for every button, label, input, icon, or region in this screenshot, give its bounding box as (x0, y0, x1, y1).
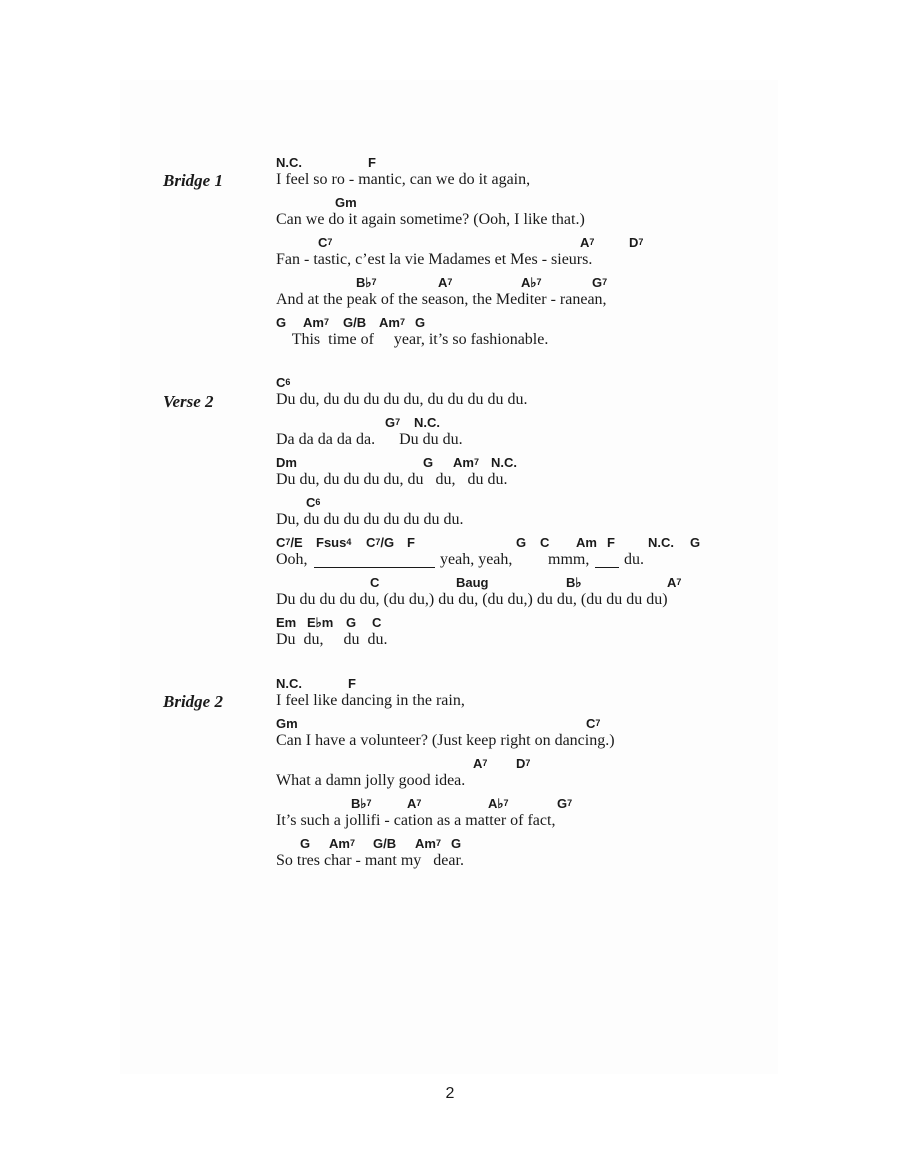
chord: $G^7$ (385, 415, 401, 430)
chord: A♭$^7$ (521, 275, 542, 290)
chord: $C^7$ (318, 235, 333, 250)
chord: G (516, 535, 527, 550)
page-number: 2 (445, 1085, 455, 1102)
chord: C (372, 615, 382, 630)
chord: G/B (343, 315, 367, 330)
lyric-line: I feel so ro - mantic, can we do it again, (276, 171, 531, 188)
chord: F (368, 155, 376, 170)
chord: Baug (456, 575, 489, 590)
chord: Gm (276, 716, 298, 731)
chord: $G^7$ (592, 275, 608, 290)
lyric-line: Du du, du du du du du, du du du du du. (276, 391, 528, 408)
chord: A♭$^7$ (488, 796, 509, 811)
lyric-line: And at the peak of the season, the Mediter - ranean, (276, 291, 607, 308)
chord: C (370, 575, 380, 590)
lyric-line: Can I have a volunteer? (Just keep right on dancing.) (276, 732, 615, 749)
chord: $A^7$ (667, 575, 682, 590)
lyric-line: So tres char - mant my dear. (276, 852, 464, 869)
chord: $C^6$ (276, 375, 291, 390)
chord: G (300, 836, 311, 851)
lyric-line: What a damn jolly good idea. (276, 772, 466, 789)
lyric-line: I feel like dancing in the rain, (276, 692, 465, 709)
lyric-line: This time of year, it’s so fashionable. (276, 331, 549, 348)
chord: $C^6$ (306, 495, 321, 510)
chord: B♭$^7$ (356, 275, 377, 290)
chord: Dm (276, 455, 297, 470)
chord: Am$^7$ (329, 836, 355, 851)
chord: Am$^7$ (379, 315, 405, 330)
chord: $A^7$ (580, 235, 595, 250)
lyric-line: Du du, du du du du, du du, du du. (276, 471, 508, 488)
lyric-line: It’s such a jollifi - cation as a matter of fact, (276, 812, 556, 829)
chord: F (407, 535, 415, 550)
chord: Am (576, 535, 597, 550)
lyric-fragment: du. (624, 551, 644, 568)
section-label-verse-2: Verse 2 (163, 392, 214, 411)
chord: N.C. (276, 155, 302, 170)
chord: $C^7/G$ (366, 535, 395, 550)
chord: B♭$^7$ (351, 796, 372, 811)
lyric-fragment: yeah, yeah, (440, 551, 513, 568)
chord: G (346, 615, 357, 630)
section-label-bridge-1: Bridge 1 (163, 171, 223, 190)
chord: G/B (373, 836, 397, 851)
chord: G (690, 535, 701, 550)
chord: $D^7$ (629, 235, 644, 250)
lyric-line: Fan - tastic, c’est la vie Madames et Mes - sieurs. (276, 251, 593, 268)
chord: Fsus$^4$ (316, 535, 352, 550)
section-label-bridge-2: Bridge 2 (163, 692, 223, 711)
chord: Am$^7$ (303, 315, 329, 330)
melisma-line (314, 567, 435, 568)
chord: G (423, 455, 434, 470)
melisma-line (595, 567, 619, 568)
chord: G (415, 315, 426, 330)
chord: E♭m (307, 615, 334, 630)
chord: G (276, 315, 287, 330)
chord: F (348, 676, 356, 691)
chord: $C^7$ (586, 716, 601, 731)
chord: $G^7$ (557, 796, 573, 811)
chord: $A^7$ (407, 796, 422, 811)
chord: B♭ (566, 575, 582, 590)
chord: Am$^7$ (453, 455, 479, 470)
chord: $D^7$ (516, 756, 531, 771)
chord: $A^7$ (438, 275, 453, 290)
chord: Am$^7$ (415, 836, 441, 851)
lyric-line: Du du, du du. (276, 631, 388, 648)
lyric-line: Da da da da da. Du du du. (276, 431, 463, 448)
chord: N.C. (491, 455, 517, 470)
chord: C (540, 535, 550, 550)
chord: $C^7/E$ (276, 535, 303, 550)
lyric-line: Du, du du du du du du du du. (276, 511, 464, 528)
lyric-line: Du du du du du, (du du,) du du, (du du,) du du, (du du du du) (276, 591, 668, 608)
chord: $A^7$ (473, 756, 488, 771)
chord: N.C. (414, 415, 440, 430)
chord: Gm (335, 195, 357, 210)
lyric-line: Can we do it again sometime? (Ooh, I like that.) (276, 211, 585, 228)
chord: F (607, 535, 615, 550)
lyric-fragment: Ooh, (276, 551, 308, 568)
chord: N.C. (648, 535, 674, 550)
chord: N.C. (276, 676, 302, 691)
chord: Em (276, 615, 297, 630)
lyric-fragment: mmm, (548, 551, 590, 568)
chord: G (451, 836, 462, 851)
